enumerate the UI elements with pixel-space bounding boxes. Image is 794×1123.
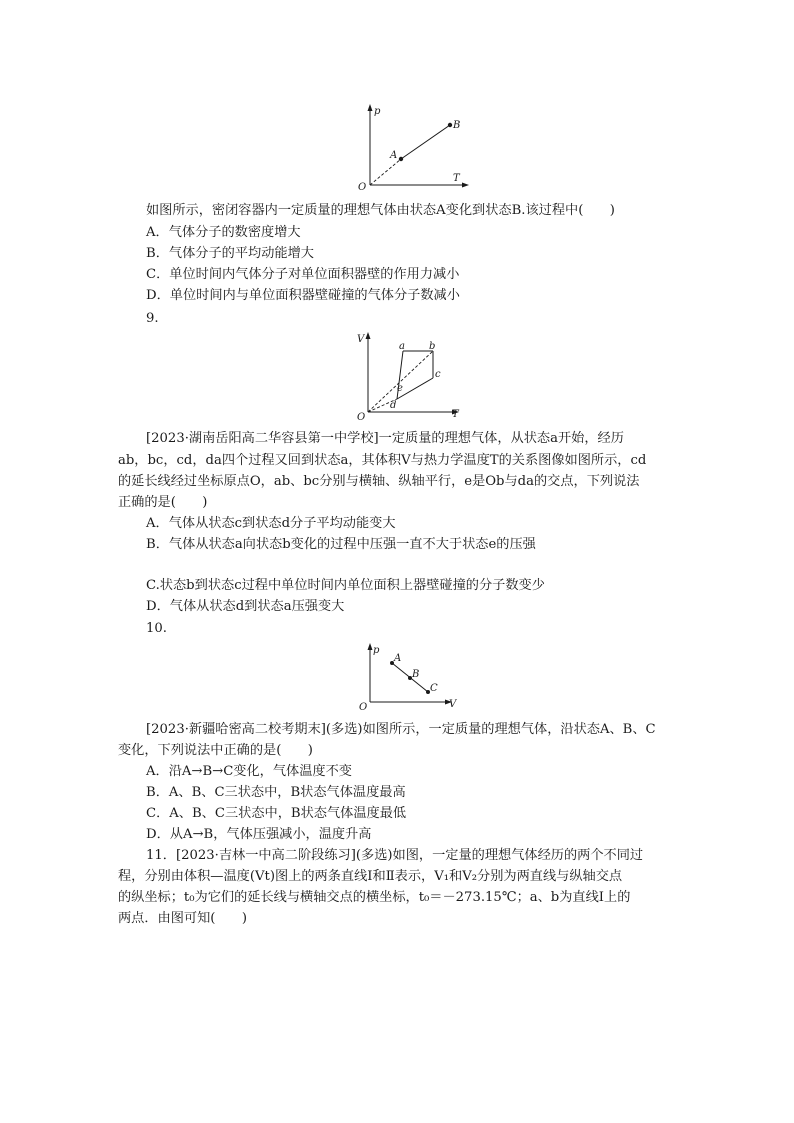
q10-option-d[interactable]: D．从A→B，气体压强减小，温度升高 (146, 827, 372, 842)
q9-number: 9. (146, 311, 159, 326)
q9-label-e: e (397, 383, 403, 394)
q9-label-c: c (435, 369, 441, 380)
q9-option-b[interactable]: B．气体从状态a向状态b变化的过程中压强一直不大于状态e的压强 (146, 537, 536, 552)
q9-y-label: V (357, 334, 365, 345)
q9-stem-line-2: ab，bc，cd，da四个过程又回到状态a，其体积V与热力学温度T的关系图像如图所示，cd (118, 453, 647, 468)
q11-stem-line-3: 的纵坐标；t₀为它们的延长线与横轴交点的横坐标，t₀＝－273.15℃；a、b为直线Ⅰ上的 (118, 890, 631, 905)
q11-stem-line-4: 两点．由图可知( ) (118, 911, 247, 926)
q10-option-a[interactable]: A．沿A→B→C变化，气体温度不变 (146, 764, 352, 779)
q8-stem: 如图所示，密闭容器内一定质量的理想气体由状态A变化到状态B.该过程中( ) (146, 203, 615, 218)
q8-option-b[interactable]: B．气体分子的平均动能增大 (146, 246, 314, 261)
q9-figure (355, 328, 470, 423)
q8-point-b (448, 123, 452, 127)
q9-option-d[interactable]: D．气体从状态d到状态a压强变大 (146, 599, 345, 614)
q8-option-a[interactable]: A．气体分子的数密度增大 (146, 225, 301, 240)
q10-option-b[interactable]: B．A、B、C三状态中，B状态气体温度最高 (146, 785, 406, 800)
q8-point-a (399, 157, 403, 161)
q9-label-b: b (429, 341, 436, 352)
q10-label-c: C (430, 683, 438, 694)
q10-y-label: p (373, 645, 380, 656)
q8-y-arrow-icon (368, 104, 373, 111)
q10-y-arrow-icon (368, 643, 373, 650)
q11-stem-line-1: 11．[2023·吉林一中高二阶段练习](多选)如图，一定量的理想气体经历的两个不同过 (146, 848, 644, 863)
q10-number: 10. (146, 621, 167, 636)
q8-option-d[interactable]: D．单位时间内与单位面积器壁碰撞的气体分子数减小 (146, 288, 460, 303)
q8-figure (360, 100, 480, 195)
q10-option-c[interactable]: C．A、B、C三状态中，B状态气体温度最低 (146, 806, 407, 821)
q11-stem-line-2: 程，分别由体积—温度(Vt)图上的两条直线Ⅰ和Ⅱ表示，V₁和V₂分别为两直线与纵轴交点 (118, 869, 623, 884)
q10-label-a: A (394, 653, 402, 664)
q8-origin-label: O (358, 182, 367, 193)
q9-option-a[interactable]: A．气体从状态c到状态d分子平均动能变大 (146, 516, 396, 531)
q9-x-label: T (452, 409, 459, 420)
q9-stem-line-1: [2023·湖南岳阳高二华容县第一中学校]一定质量的理想气体，从状态a开始，经历 (146, 431, 624, 446)
q8-label-b: B (453, 120, 461, 131)
q10-origin-label: O (359, 702, 368, 713)
q10-label-b: B (412, 669, 420, 680)
q9-dashed-ob (368, 351, 433, 412)
q9-y-arrow-icon (366, 332, 371, 339)
q10-stem-line-1: [2023·新疆哈密高二校考期末](多选)如图所示，一定质量的理想气体，沿状态A、B、C (146, 722, 656, 737)
q8-x-arrow-icon (462, 183, 469, 188)
q8-line-ab (401, 125, 450, 159)
q10-figure (360, 640, 465, 712)
q8-label-a: A (390, 150, 398, 161)
q8-y-label: p (374, 106, 381, 117)
q10-x-label: V (449, 699, 457, 710)
q10-stem-line-2: 变化，下列说法中正确的是( ) (118, 743, 313, 758)
q9-option-c[interactable]: C.状态b到状态c过程中单位时间内单位面积上器壁碰撞的分子数变少 (146, 578, 545, 593)
q8-option-c[interactable]: C．单位时间内气体分子对单位面积器壁的作用力减小 (146, 267, 460, 282)
q9-label-a: a (399, 341, 405, 352)
q9-origin-label: O (357, 412, 366, 423)
q8-dashed-extension (370, 159, 401, 185)
q9-label-d: d (390, 400, 397, 411)
q8-x-label: T (453, 173, 460, 184)
q9-stem-line-3: 的延长线经过坐标原点O，ab、bc分别与横轴、纵轴平行，e是Ob与da的交点，下列说法 (118, 474, 640, 489)
q9-stem-line-4: 正确的是( ) (118, 495, 208, 510)
